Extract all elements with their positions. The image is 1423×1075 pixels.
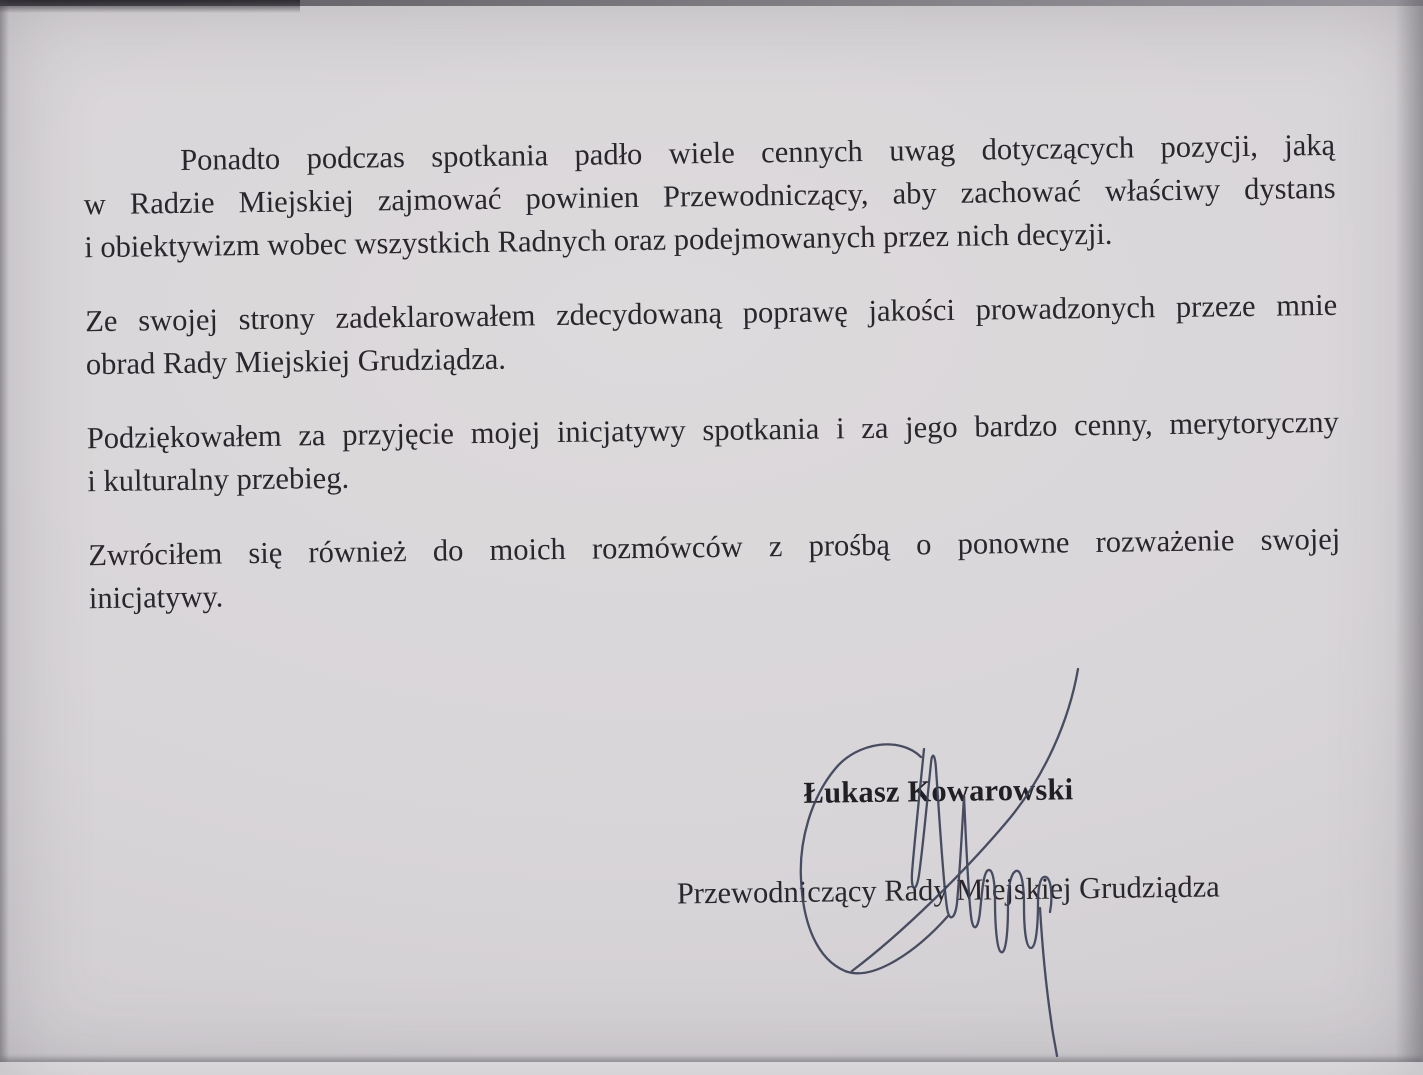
- paragraph-line: inicjatywy.: [88, 579, 224, 616]
- paragraph: [88, 518, 1341, 620]
- paragraph-line: obrad Rady Miejskiej Grudziądza.: [85, 341, 507, 382]
- paragraph-line: Zwróciłem się również do moich rozmówców z prośbą o ponowne rozważenie swojej: [88, 521, 1341, 573]
- signer-name: Łukasz Kowarowski: [803, 772, 1074, 810]
- paper-bottom-edge: [0, 1062, 1423, 1075]
- paragraph-line: Ponadto podczas spotkania padło wiele cennych uwag dotyczących pozycji, jaką: [179, 127, 1336, 177]
- paragraph: [83, 124, 1337, 269]
- photo-left-edge: [0, 0, 9, 1075]
- photo-right-shadow: [1395, 0, 1423, 1075]
- paragraph-line: w Radzie Miejskiej zajmować powinien Przewodniczący, aby zachować właściwy dystans: [83, 170, 1336, 222]
- paragraph: [87, 401, 1340, 503]
- paragraph-line: Podziękowałem za przyjęcie mojej inicjatywy spotkania i za jego bardzo cenny, merytoryczny: [86, 404, 1339, 456]
- paragraph-line: i kulturalny przebieg.: [87, 460, 350, 499]
- signer-title: Przewodniczący Rady Miejskiej Grudziądza: [676, 869, 1220, 911]
- paragraph-line: i obiektywizm wobec wszystkich Radnych oraz podejmowanych przez nich decyzji.: [84, 216, 1113, 265]
- paragraph: [85, 284, 1338, 386]
- photo-top-left-shadow: [0, 0, 300, 13]
- paragraph-line: Ze swojej strony zadeklarowałem zdecydowaną poprawę jakości prowadzonych przeze mnie: [85, 287, 1338, 339]
- letter-body: [83, 124, 1345, 923]
